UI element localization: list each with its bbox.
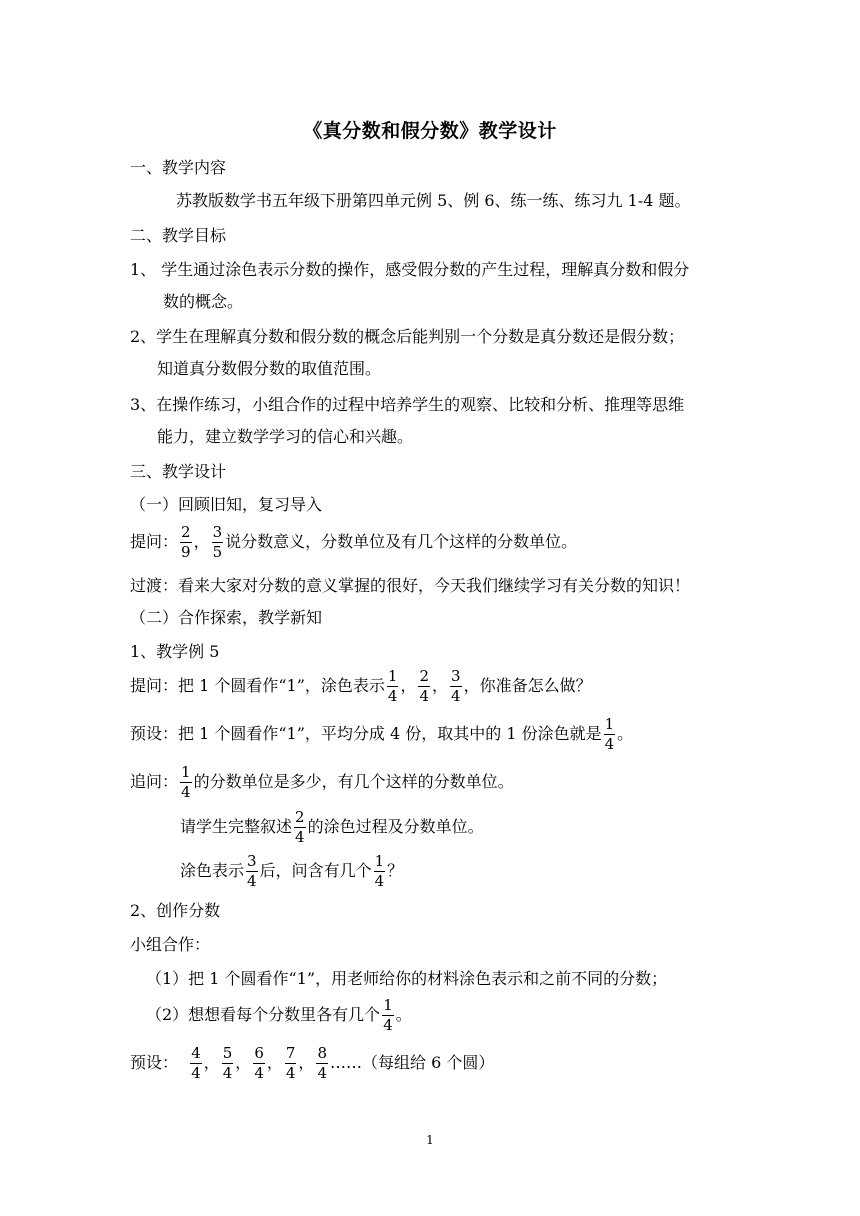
fraction-1-4 <box>382 996 394 1035</box>
fraction-8-4 <box>316 1044 328 1083</box>
fraction-denominator: 4 <box>295 828 305 846</box>
fraction-3-4 <box>246 852 258 891</box>
goal-3-line-1: 3、在操作练习，小组合作的过程中培养学生的观察、比较和分析、推理等思维 <box>130 395 685 414</box>
fraction-4-4 <box>190 1044 202 1083</box>
preset-shading: 预设：把 1 个圆看作“1”，平均分成 4 份，取其中的 1 份涂色就是 $\frac{1}{4}$ 。 <box>130 715 634 753</box>
transition-text: 过渡：看来大家对分数的意义掌握的很好，今天我们继续学习有关分数的知识！ <box>130 576 691 595</box>
fraction-3-5 <box>212 523 224 562</box>
fraction-1-4 <box>387 667 399 706</box>
fraction-denominator: 4 <box>181 783 191 801</box>
goal-1-line-1: 1、 学生通过涂色表示分数的操作，感受假分数的产生过程，理解真分数和假分 <box>130 260 690 279</box>
question-shading: 提问：把 1 个圆看作“1”，涂色表示 $\frac{1}{4}$ ， $\frac{2}{4}$ ， $\frac{3}{4}$ ，你准备怎么做？ <box>130 667 592 705</box>
section-heading-goals: 二、教学目标 <box>130 226 227 245</box>
fraction-denominator: 4 <box>247 872 257 890</box>
fraction-numerator: 7 <box>285 1044 296 1062</box>
fraction-numerator: 1 <box>383 996 393 1014</box>
fraction-denominator: 4 <box>285 1064 296 1082</box>
ask-count: 涂色表示 $\frac{3}{4}$ 后，问含有几个 $\frac{1}{4}$ ？ <box>180 852 404 890</box>
fraction-numerator: 1 <box>604 715 615 733</box>
example-5-heading: 1、教学例 5 <box>130 642 220 661</box>
fraction-denominator: 4 <box>317 1064 327 1082</box>
fraction-numerator: 1 <box>181 763 191 781</box>
fraction-2-9 <box>180 523 192 562</box>
fraction-denominator: 4 <box>387 687 398 705</box>
fraction-numerator: 2 <box>181 523 191 541</box>
create-fractions-heading: 2、创作分数 <box>130 901 221 920</box>
fraction-numerator: 3 <box>247 852 257 870</box>
fraction-denominator: 5 <box>212 543 223 561</box>
goal-2-line-1: 2、学生在理解真分数和假分数的概念后能判别一个分数是真分数还是假分数； <box>130 327 685 346</box>
fraction-5-4 <box>222 1044 234 1083</box>
section-heading-content: 一、教学内容 <box>130 158 227 177</box>
document-title: 《真分数和假分数》教学设计 <box>303 120 557 142</box>
goal-3-line-2: 能力，建立数学学习的信心和兴趣。 <box>157 427 414 446</box>
question-review: 提问： $\frac{2}{9}$ ， $\frac{3}{5}$ 说分数意义，分数单位及有几个这样的分数单位。 <box>130 523 578 561</box>
followup-question: 追问： $\frac{1}{4}$ 的分数单位是多少，有几个这样的分数单位。 <box>130 763 514 801</box>
fraction-2-4 <box>418 667 430 706</box>
fraction-denominator: 4 <box>383 1016 393 1034</box>
preset-improper: 预设： $\frac{4}{4}$ ， $\frac{5}{4}$ ， $\frac{6}{4}$ ， $\frac{7}{4}$ ， $\frac{8}{4}$ ……（每组给 6 个圆） <box>130 1044 495 1082</box>
fraction-numerator: 4 <box>191 1044 201 1062</box>
fraction-7-4 <box>285 1044 297 1083</box>
fraction-numerator: 2 <box>419 667 430 685</box>
section-heading-design: 三、教学设计 <box>130 462 227 481</box>
subsection-explore: （二）合作探索，教学新知 <box>130 608 323 627</box>
fraction-denominator: 4 <box>374 872 385 890</box>
fraction-1-4 <box>604 715 616 754</box>
page-number: 1 <box>426 1133 434 1147</box>
fraction-denominator: 4 <box>451 687 461 705</box>
ask-describe: 请学生完整叙述 $\frac{2}{4}$ 的涂色过程及分数单位。 <box>180 808 484 846</box>
fraction-numerator: 1 <box>374 852 385 870</box>
fraction-numerator: 3 <box>212 523 223 541</box>
goal-1-line-2: 数的概念。 <box>163 292 244 311</box>
subsection-review: （一）回顾旧知，复习导入 <box>130 495 323 514</box>
fraction-numerator: 3 <box>451 667 461 685</box>
group-work-label: 小组合作： <box>130 935 211 954</box>
fraction-denominator: 4 <box>254 1064 264 1082</box>
fraction-denominator: 4 <box>191 1064 201 1082</box>
fraction-numerator: 8 <box>317 1044 327 1062</box>
fraction-1-4 <box>374 852 386 891</box>
fraction-2-4 <box>294 808 306 847</box>
fraction-3-4 <box>450 667 462 706</box>
fraction-numerator: 5 <box>222 1044 233 1062</box>
goal-2-line-2: 知道真分数假分数的取值范围。 <box>157 359 382 378</box>
group-step-1: （1）把 1 个圆看作“1”，用老师给你的材料涂色表示和之前不同的分数； <box>146 969 668 988</box>
fraction-numerator: 6 <box>254 1044 264 1062</box>
fraction-denominator: 4 <box>419 687 430 705</box>
fraction-numerator: 2 <box>295 808 305 826</box>
fraction-denominator: 9 <box>181 543 191 561</box>
fraction-numerator: 1 <box>387 667 398 685</box>
content-text: 苏教版数学书五年级下册第四单元例 5、例 6、练一练、练习九 1-4 题。 <box>176 191 691 210</box>
fraction-1-4 <box>180 763 192 802</box>
fraction-denominator: 4 <box>604 735 615 753</box>
group-step-2: （2）想想看每个分数里各有几个 $\frac{1}{4}$ 。 <box>146 996 412 1034</box>
fraction-6-4 <box>253 1044 265 1083</box>
fraction-denominator: 4 <box>222 1064 233 1082</box>
